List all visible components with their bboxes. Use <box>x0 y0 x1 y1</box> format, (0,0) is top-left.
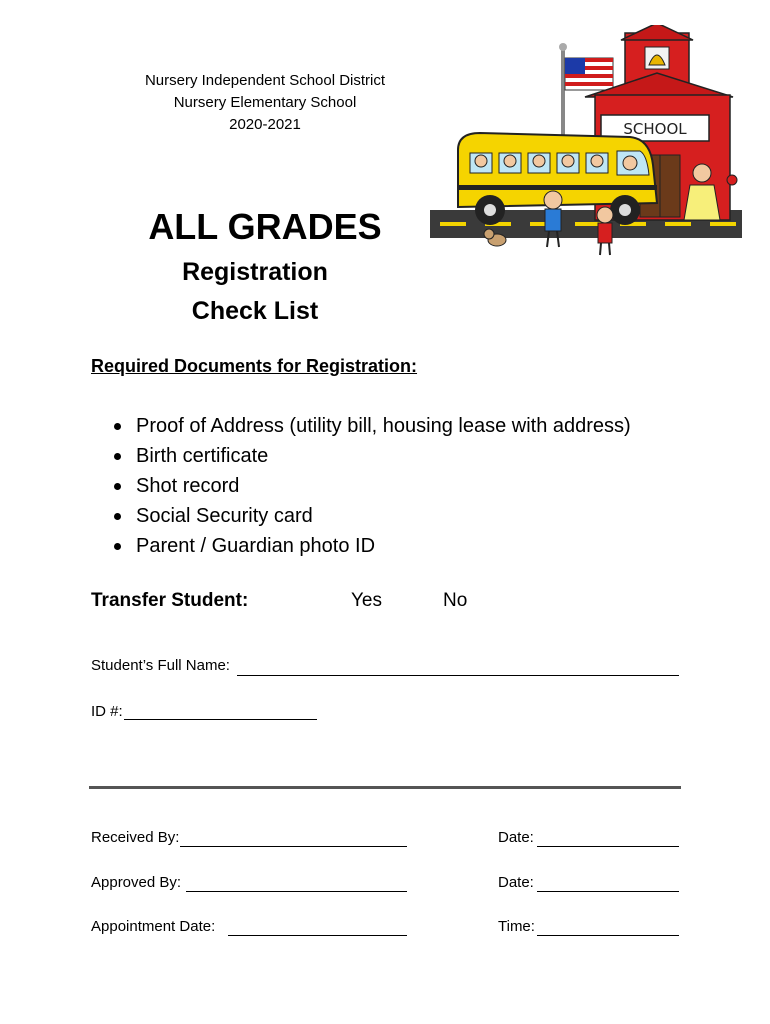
received-by-field[interactable] <box>180 831 407 847</box>
date-label: Date: <box>498 829 534 846</box>
id-label: ID #: <box>91 703 123 720</box>
appointment-date-field[interactable] <box>228 920 407 936</box>
flag-icon <box>565 58 613 90</box>
received-date-field[interactable] <box>537 831 679 847</box>
document-item: Parent / Guardian photo ID <box>108 531 631 561</box>
subtitle-checklist: Check List <box>191 297 319 325</box>
appointment-date-label: Appointment Date: <box>91 918 216 935</box>
transfer-yes-option[interactable]: Yes <box>351 590 382 611</box>
section-divider <box>89 786 681 789</box>
child-figure <box>597 207 613 255</box>
document-item: Shot record <box>108 471 631 501</box>
transfer-no-option[interactable]: No <box>443 590 468 611</box>
student-name-field[interactable] <box>237 659 679 676</box>
approved-date-field[interactable] <box>537 876 679 892</box>
child-figure <box>544 191 562 247</box>
school-bus-illustration <box>425 25 750 260</box>
document-item: Birth certificate <box>108 441 631 471</box>
document-item: Social Security card <box>108 501 631 531</box>
district-name: Nursery Independent School District <box>144 72 386 89</box>
time-label: Time: <box>498 918 535 935</box>
approved-by-label: Approved By: <box>91 874 182 891</box>
school-year: 2020-2021 <box>229 116 301 133</box>
id-field[interactable] <box>124 705 317 720</box>
required-documents-heading: Required Documents for Registration: <box>91 356 418 376</box>
received-by-label: Received By: <box>91 829 180 846</box>
subtitle-registration: Registration <box>182 258 328 286</box>
school-sign-text: SCHOOL <box>623 120 687 138</box>
appointment-time-field[interactable] <box>537 920 679 936</box>
student-name-label: Student’s Full Name: <box>91 657 230 674</box>
transfer-student-label: Transfer Student: <box>91 590 249 611</box>
documents-list <box>108 411 631 561</box>
apple-icon <box>727 175 737 185</box>
page-title: ALL GRADES <box>148 206 382 247</box>
approved-by-field[interactable] <box>186 876 407 892</box>
document-item: Proof of Address (utility bill, housing lease with address) <box>108 411 631 441</box>
date-label: Date: <box>498 874 534 891</box>
school-name: Nursery Elementary School <box>173 94 357 111</box>
